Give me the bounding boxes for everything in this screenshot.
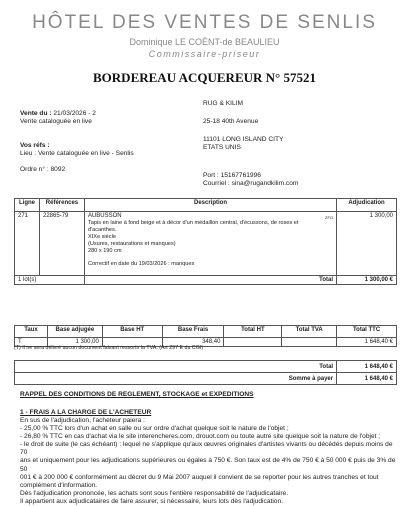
conditions-line: ans et uniquement pour les adjudications supérieures ou égales à 750 €. Son taux est de 4% de 750 € à 50 000 € puis de 3% de 50 (20, 457, 396, 473)
lot-desc-line: XIXe siècle (87, 234, 116, 240)
tax-base-adjugee: 1 300,00 (47, 338, 102, 347)
col-total-ttc: Total TTC (337, 326, 397, 338)
conditions-line: - le droit de suite (le cas échéant) : lequel ne s'applique qu'aux œuvres originales d'artistes vivants ou décédés depuis moins de 70 (20, 441, 393, 457)
col-description: Description (84, 199, 336, 212)
col-base-adjugee: Base adjugée (47, 326, 102, 338)
lot-desc-line: Correctif en date du 19/03/2026 : manques (87, 261, 195, 267)
conditions-line: 001 € à 200 000 € conformément au décret du 9 Mai 2007 auquel il convient de se reporter pour les autres tranches et tout (20, 473, 379, 481)
sale-lieu: Lieu : Vente cataloguée en live - Senlis (20, 150, 134, 157)
tax-total-ht (224, 338, 282, 347)
tax-total-tva (282, 338, 337, 347)
sale-date-value: 21/03/2026 - 2 (53, 110, 96, 117)
lot-adjudication: 1 300,00 (337, 212, 397, 276)
tax-note: (T) Il ne sera délivré aucun document faisant ressortir la TVA. (Art 297 E du CGI) (14, 345, 204, 351)
lot-description (84, 212, 336, 276)
col-taux: Taux (15, 326, 48, 338)
lots-total-label: Total (84, 276, 336, 285)
lots-table (14, 198, 397, 285)
totals-table (14, 360, 397, 385)
col-total-ht: Total HT (224, 326, 282, 338)
conditions-heading: RAPPEL DES CONDITIONS DE REGLEMENT, STOCKAGE et EXPEDITIONS (20, 391, 254, 398)
lot-line: 271 (15, 212, 40, 276)
tax-rate: T (15, 338, 48, 347)
sale-type: Vente cataloguée en live (20, 118, 92, 125)
sale-date-label: Vente du : (20, 110, 52, 117)
lot-desc-line: Tapis en laine à fond beige et à décor d'un médaillon central, d'écussons, de roses et (87, 220, 299, 226)
conditions-line: - 26,80 % TTC en cas d'achat via le site interencheres.com, drouot.com ou toute autre site quelque soit la nature de l'objet ; (20, 433, 381, 441)
conditions-line: En sus de l'adjudication, l'acheteur paiera : (20, 417, 145, 424)
buyer-city: 11101 LONG ISLAND CITY (203, 136, 284, 143)
col-base-ht: Base HT (102, 326, 162, 338)
tax-base-frais: 348,40 (162, 338, 224, 347)
lot-desc-line: (Usures, restaurations et manques) (87, 241, 176, 247)
buyer-phone: Port : 15167761996 (203, 172, 261, 179)
lot-row (15, 212, 397, 276)
lot-desc-line: 280 x 190 cm (87, 248, 122, 254)
totals-pay-row (15, 373, 397, 385)
lots-total-row (15, 276, 397, 285)
lots-total-value: 1 300,00 € (337, 276, 397, 285)
lot-desc-line: d'acanthes. (87, 227, 117, 233)
refs-label: Vos réfs : (20, 142, 50, 149)
totals-total-label: Total (15, 361, 337, 373)
buyer-email: Courriel : sina@rugandkilim.com (203, 180, 299, 187)
taxes-table (14, 325, 397, 347)
bordereau-title: BORDEREAU ACQUEREUR N° 57521 (93, 70, 316, 85)
lot-reference: 22865-79 (39, 212, 84, 276)
totals-total-value: 1 648,40 € (337, 361, 397, 373)
lot-badge: ZFO (325, 215, 334, 220)
lots-header-row (15, 199, 397, 212)
conditions-line: Il appartient aux adjudicataires de faire assurer, si nécessaire, leurs lots dès l'adjudication. (20, 497, 283, 505)
buyer-street: 25-18 40th Avenue (203, 118, 259, 125)
auctioneer-name: Dominique LE COËNT-de BEAULIEU (129, 37, 280, 47)
order-number: Ordre n° : 8092 (20, 166, 66, 173)
conditions-line: Dès l'adjudication prononcée, les achats sont sous l'entière responsabilité de l'adjudicataire. (20, 489, 289, 497)
lot-title: AUBUSSON (87, 213, 122, 219)
conditions-subheading: 1 - FRAIS A LA CHARGE DE L'ACHETEUR (20, 409, 152, 416)
col-adjudication: Adjudication (337, 199, 397, 212)
buyer-country: ETATS UNIS (203, 144, 241, 151)
taxes-header-row (15, 326, 397, 338)
amount-due-label: Somme à payer (15, 373, 337, 385)
totals-total-row (15, 361, 397, 373)
conditions-line: complément d'information. (20, 481, 98, 489)
col-total-tva: Total TVA (282, 326, 337, 338)
tax-total-ttc: 1 648,40 € (337, 338, 397, 347)
col-ligne: Ligne (15, 199, 40, 212)
conditions-line: - 25,00 % TTC lors d'un achat en salle ou sur ordre d'achat quelque soit le nature de l'objet ; (20, 425, 289, 433)
conditions-body (20, 417, 400, 506)
buyer-name: RUG & KILIM (203, 100, 243, 107)
col-references: Références (39, 199, 84, 212)
auctioneer-role: Commissaire-priseur (148, 49, 261, 59)
auction-house-name: HÔTEL DES VENTES DE SENLIS (32, 12, 377, 33)
col-base-frais: Base Frais (162, 326, 224, 338)
amount-due-value: 1 648,40 € (337, 373, 397, 385)
lot-count: 1 lot(s) (15, 276, 85, 285)
sale-date-line (20, 110, 96, 118)
